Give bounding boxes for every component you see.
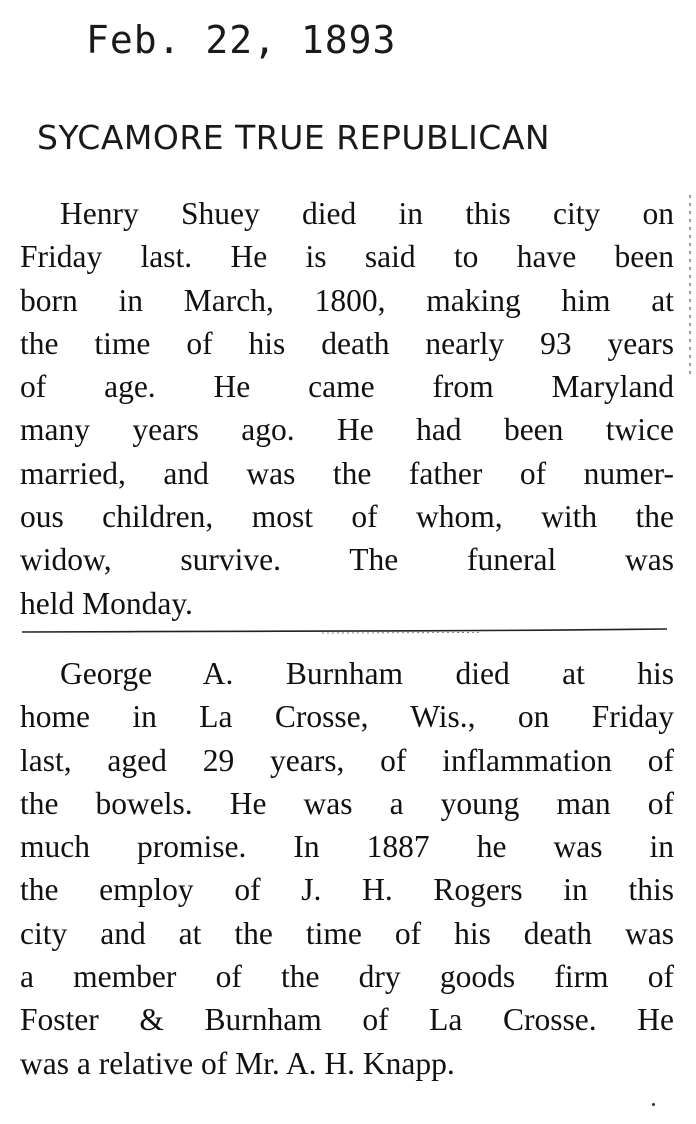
- article-line: many years ago. He had been twice: [20, 412, 674, 448]
- newspaper-name: SYCAMORE TRUE REPUBLICAN: [37, 118, 551, 157]
- article-line: ous children, most of whom, with the: [20, 499, 674, 535]
- article-line: the bowels. He was a young man of: [20, 785, 674, 821]
- article-separator-rule: [22, 628, 667, 634]
- article-line: Foster & Burnham of La Crosse. He: [20, 1002, 674, 1038]
- clipping-date: Feb. 22, 1893: [86, 18, 397, 62]
- article-line: was a relative of Mr. A. H. Knapp.: [20, 1045, 455, 1081]
- article-line: widow, survive. The funeral was: [20, 542, 674, 578]
- article-line: Henry Shuey died in this city on: [60, 196, 674, 231]
- article-line: the employ of J. H. Rogers in this: [20, 872, 674, 908]
- obituary-henry-shuey: [20, 192, 674, 625]
- article-line: held Monday.: [20, 585, 193, 621]
- article-line: much promise. In 1887 he was in: [20, 829, 674, 865]
- column-edge-marks: [686, 195, 694, 375]
- article-line: born in March, 1800, making him at: [20, 282, 674, 318]
- article-line: home in La Crosse, Wis., on Friday: [20, 699, 674, 735]
- article-line: Friday last. He is said to have been: [20, 239, 674, 275]
- obituary-george-burnham: [20, 652, 674, 1085]
- article-line: a member of the dry goods firm of: [20, 959, 674, 995]
- article-line: the time of his death nearly 93 years: [20, 325, 674, 361]
- article-line: George A. Burnham died at his: [60, 656, 674, 691]
- article-line: married, and was the father of numer-: [20, 455, 674, 491]
- print-speck: [652, 1103, 655, 1106]
- article-line: of age. He came from Maryland: [20, 369, 674, 405]
- article-line: city and at the time of his death was: [20, 915, 674, 951]
- article-line: last, aged 29 years, of inflammation of: [20, 742, 674, 778]
